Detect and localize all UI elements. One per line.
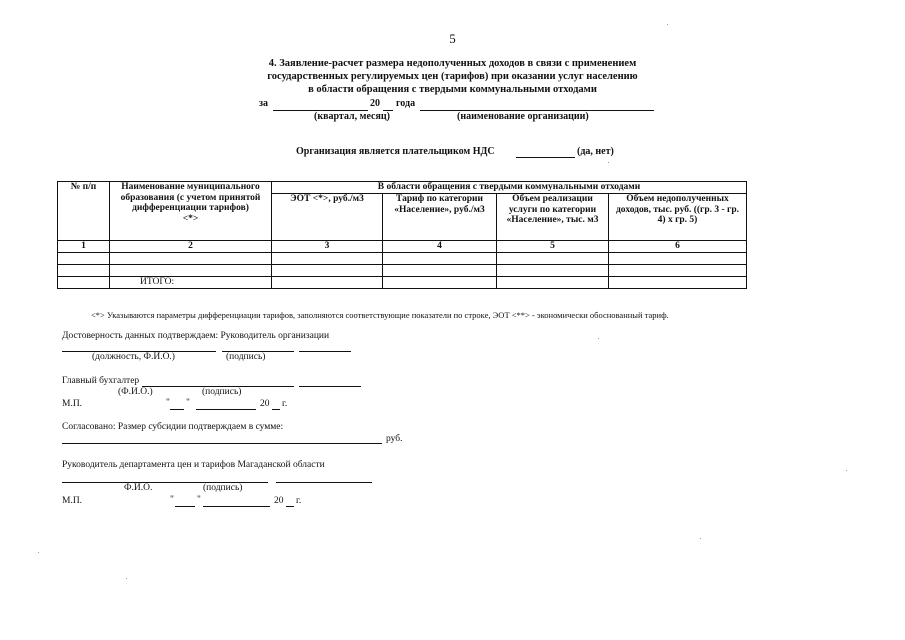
header-tariff-population: Тариф по категории «Население», руб./м3 <box>383 194 497 241</box>
scan-speck <box>667 24 668 25</box>
scan-speck <box>700 538 701 539</box>
caption-position: (должность, Ф.И.О.) <box>92 352 175 362</box>
date-close-quote: " <box>186 398 190 408</box>
dept-day-blank[interactable] <box>175 506 195 507</box>
header-municipality: Наименование муниципального образования (с учетом принятой дифференциации тарифов) <*> <box>110 182 272 241</box>
table-cell[interactable] <box>609 265 747 277</box>
scan-speck <box>38 552 39 553</box>
currency-label: руб. <box>386 434 403 444</box>
dept-year-blank[interactable] <box>286 506 294 507</box>
scan-speck <box>608 162 609 163</box>
year-suffix: года <box>396 98 416 109</box>
department-head-label: Руководитель департамента цен и тарифов Магаданской области <box>62 460 325 470</box>
table-row <box>58 253 747 265</box>
total-label: ИТОГО: <box>110 277 272 289</box>
agreed-label: Согласовано: Размер субсидии подтверждаем в сумме: <box>62 422 284 432</box>
month-blank[interactable] <box>196 409 256 410</box>
header-row-number: № п/п <box>58 182 110 241</box>
table-cell[interactable] <box>58 265 110 277</box>
subsidy-amount-blank[interactable] <box>62 443 382 444</box>
footnote: <*> Указываются параметры дифференциации тарифов, заполняются соответствующие показатели по строке, ЭОТ <**> - экономически обоснованный тариф. <box>91 310 669 320</box>
header-eot: ЭОТ <*>, руб./м3 <box>272 194 383 241</box>
signature-blank[interactable] <box>299 351 351 352</box>
form-title-line-1: 4. Заявление-расчет размера недополученных доходов в связи с применением <box>268 58 637 69</box>
table-cell[interactable] <box>110 253 272 265</box>
confirm-heading: Достоверность данных подтверждаем: Руководитель организации <box>62 331 330 341</box>
period-prefix: за <box>259 98 269 109</box>
scan-speck <box>126 578 127 579</box>
table-cell[interactable] <box>609 277 747 289</box>
column-number: 6 <box>609 241 747 253</box>
caption-department-signature: (подпись) <box>203 483 243 493</box>
header-volume-population: Объем реализации услуги по категории «Население», тыс. м3 <box>497 194 609 241</box>
table-cell[interactable] <box>272 277 383 289</box>
page-number: 5 <box>449 31 456 46</box>
header-group-waste: В области обращения с твердыми коммунальными отходами <box>272 182 747 194</box>
calculation-table <box>57 181 747 289</box>
form-title-line-3: в области обращения с твердыми коммунальными отходами <box>308 84 597 95</box>
table-cell[interactable] <box>110 265 272 277</box>
vat-answer-blank[interactable] <box>516 157 575 158</box>
chief-accountant-label: Главный бухгалтер <box>62 376 140 386</box>
date-year-prefix: 20 <box>260 399 270 409</box>
table-cell[interactable] <box>497 253 609 265</box>
column-number: 1 <box>58 241 110 253</box>
table-cell[interactable] <box>609 253 747 265</box>
table-cell[interactable] <box>383 265 497 277</box>
stamp-place: М.П. <box>62 399 83 409</box>
column-number: 4 <box>383 241 497 253</box>
dept-date-open-quote: " <box>170 495 174 505</box>
column-number: 3 <box>272 241 383 253</box>
year-prefix: 20 <box>370 98 380 109</box>
table-cell[interactable] <box>497 265 609 277</box>
scan-speck <box>598 338 599 339</box>
table-total-row <box>58 277 747 289</box>
header-municipality-note: <*> <box>182 213 199 224</box>
dept-date-close-quote: " <box>197 495 201 505</box>
accountant-signature-blank[interactable] <box>299 386 361 387</box>
caption-signature: (подпись) <box>226 352 266 362</box>
caption-department-name: Ф.И.О. <box>124 483 153 493</box>
vat-payer-label: Организация является плательщиком НДС <box>296 146 495 157</box>
table-cell[interactable] <box>58 277 110 289</box>
table-cell[interactable] <box>58 253 110 265</box>
department-stamp-place: М.П. <box>62 496 83 506</box>
vat-options: (да, нет) <box>577 146 614 157</box>
caption-accountant-signature: (подпись) <box>202 387 242 397</box>
day-blank[interactable] <box>170 409 184 410</box>
column-number: 5 <box>497 241 609 253</box>
year-blank[interactable] <box>272 409 280 410</box>
table-cell[interactable] <box>383 253 497 265</box>
caption-organization: (наименование организации) <box>457 111 589 122</box>
date-open-quote: " <box>166 398 170 408</box>
date-year-suffix: г. <box>282 399 288 409</box>
table-row <box>58 265 747 277</box>
table-cell[interactable] <box>497 277 609 289</box>
column-number: 2 <box>110 241 272 253</box>
table-cell[interactable] <box>272 253 383 265</box>
caption-period: (квартал, месяц) <box>314 111 390 122</box>
caption-accountant-name: (Ф.И.О.) <box>118 387 153 397</box>
dept-date-year-suffix: г. <box>296 496 302 506</box>
table-cell[interactable] <box>383 277 497 289</box>
table-cell[interactable] <box>272 265 383 277</box>
scan-speck <box>846 470 847 471</box>
department-signature-blank[interactable] <box>276 482 372 483</box>
dept-date-year-prefix: 20 <box>274 496 284 506</box>
form-title-line-2: государственных регулируемых цен (тарифов) при оказании услуг населению <box>267 71 638 82</box>
header-lost-income: Объем недополученных доходов, тыс. руб. ((гр. 3 - гр. 4) х гр. 5) <box>609 194 747 241</box>
dept-month-blank[interactable] <box>203 506 270 507</box>
